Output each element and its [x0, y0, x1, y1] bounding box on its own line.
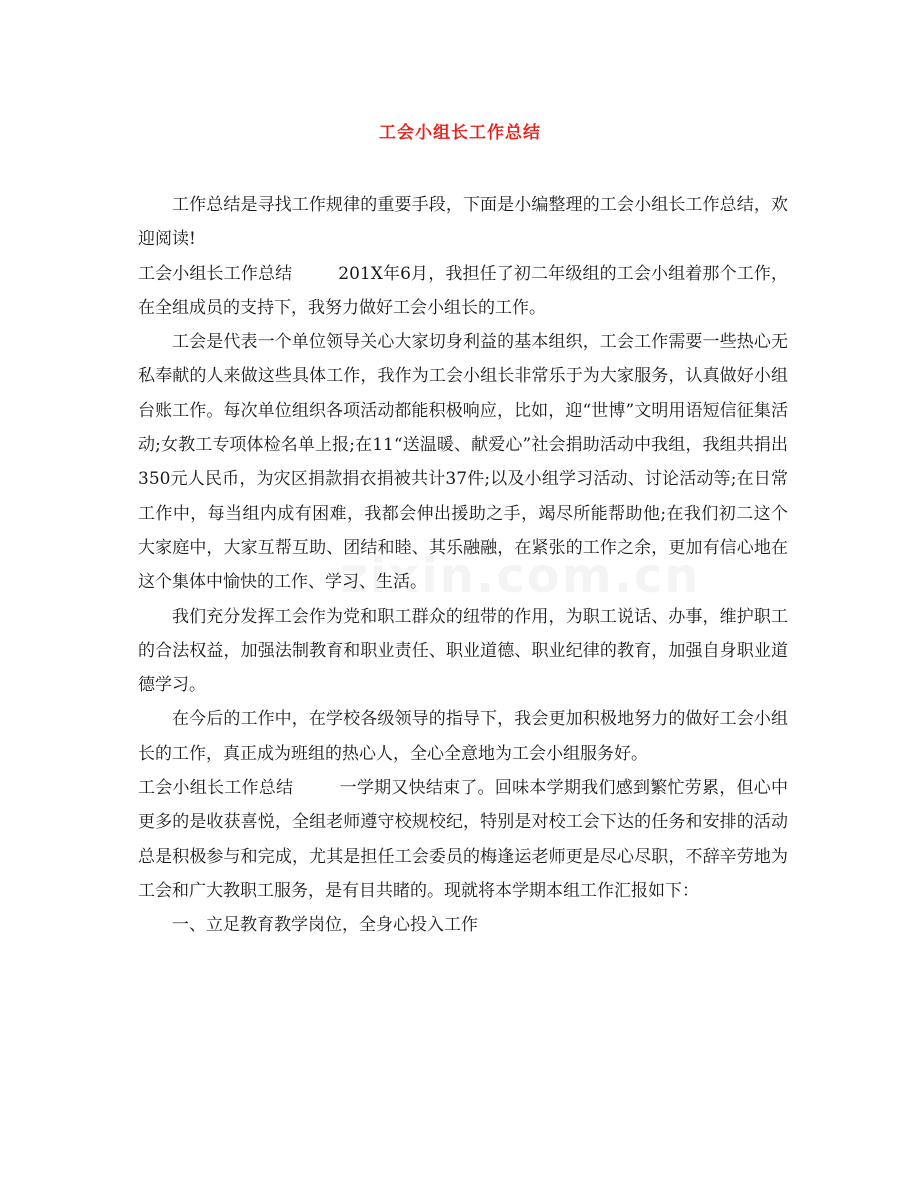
section-heading: 工会小组长工作总结: [138, 263, 293, 284]
paragraph-text: 201X年6月，我担任了初二年级组的工会小组着那个工作，在全组成员的支持下，我努力做好工会小组长的工作。: [138, 263, 788, 318]
paragraph-intro: [138, 188, 788, 257]
paragraph-text: 工作总结是寻找工作规律的重要手段，下面是小编整理的工会小组长工作总结，欢迎阅读!: [138, 195, 788, 250]
paragraph-future: [138, 702, 788, 771]
paragraph-section-2: [138, 771, 788, 908]
section-heading: 工会小组长工作总结: [138, 778, 294, 799]
paragraph-text: 一、立足教育教学岗位，全身心投入工作: [172, 915, 478, 936]
paragraph-text: 在今后的工作中，在学校各级领导的指导下，我会更加积极地努力的做好工会小组长的工作，真正成为班组的热心人，全心全意地为工会小组服务好。: [138, 709, 788, 764]
document-title: 工会小组长工作总结: [379, 123, 541, 143]
paragraph-bridge-role: [138, 600, 788, 703]
paragraph-text: 我们充分发挥工会作为党和职工群众的纽带的作用，为职工说话、办事，维护职工的合法权益，加强法制教育和职业责任、职业道德、职业纪律的教育，加强自身职业道德学习。: [138, 606, 788, 696]
paragraph-subheading: [138, 908, 788, 942]
paragraph-section-1: [138, 257, 788, 326]
paragraph-text: 一学期又快结束了。回味本学期我们感到繁忙劳累，但心中更多的是收获喜悦，全组老师遵守校规校纪，特别是对校工会下达的任务和安排的活动总是积极参与和完成，尤其是担任工会委员的梅逢运老师更是尽心尽职，不辞辛劳地为工会和广大教职工服务，是有目共睹的。现就将本学期本组工作汇报如下：: [138, 778, 789, 901]
paragraph-text: 工会是代表一个单位领导关心大家切身利益的基本组织，工会工作需要一些热心无私奉献的人来做这些具体工作，我作为工会小组长非常乐于为大家服务，认真做好小组台账工作。每次单位组织各项活动都能积极响应，比如，迎“世博”文明用语短信征集活动;女教工专项体检名单上报;在11“送温暖、献爱心”社会捐助活动中我组，我组共捐出350元人民币，为灾区捐款捐衣捐被共计37件;以及小组学习活动、讨论活动等;在日常工作中，每当组内成有困难，我都会伸出援助之手，竭尽所能帮助他;在我们初二这个大家庭中，大家互帮互助、团结和睦、其乐融融，在紧张的工作之余，更加有信心地在这个集体中愉快的工作、学习、生活。: [138, 332, 788, 593]
paragraph-union-role: [138, 325, 788, 599]
document-body: [138, 188, 788, 943]
